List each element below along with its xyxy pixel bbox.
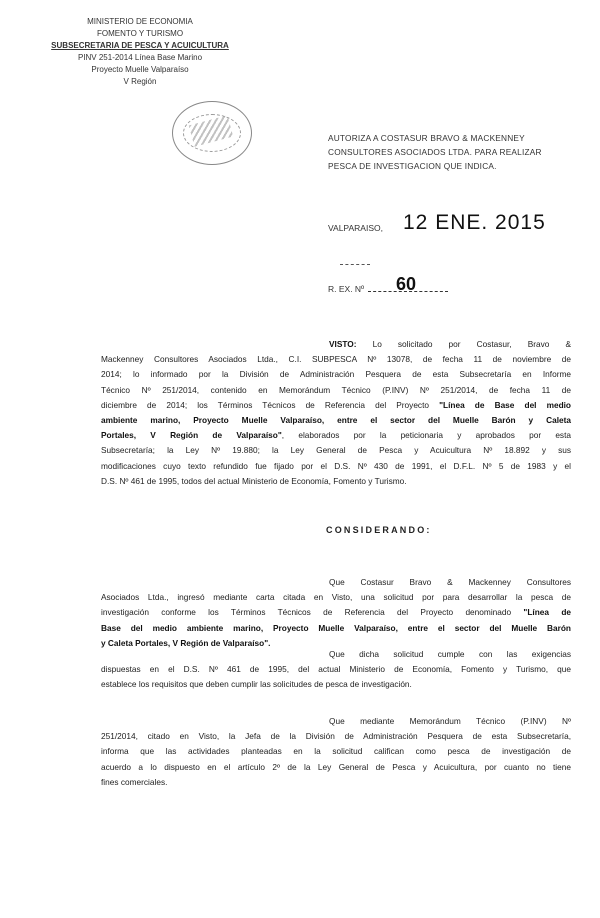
resolution-number: 60 [396,274,417,294]
resolution-dash [340,264,370,265]
subject-line: CONSULTORES ASOCIADOS LTDA. PARA REALIZAR [328,147,542,157]
visto-section [101,337,571,489]
paragraph-text: establece los requisitos que deben cumplir las solicitudes de pesca de investigación. [101,679,412,690]
project-name: "Línea de [523,607,572,618]
paragraph-text: investigación conforme los Términos Técnicos de Referencia del Proyecto denominado [101,607,512,618]
subsecretaria-line: SUBSECRETARIA DE PESCA Y ACUICULTURA [51,41,229,50]
resolution-label: R. EX. Nº [328,284,365,294]
paragraph-text: informa que las actividades planteadas en la solicitud califican como pesca de investigación de [101,746,571,757]
project-name: Portales, V Región de Valparaíso" [101,430,282,441]
paragraph-text: Asociados Ltda., ingresó mediante carta citada en Visto, una solicitud por para desarrollar la pesca de [101,592,571,603]
considerando-paragraph-3 [101,714,571,790]
project-name: ambiente marino, Proyecto Muelle Valparaíso, entre el sector del Muelle Barón y Caleta [101,415,571,426]
paragraph-text: dispuestas en el D.S. Nº 461 de 1995, del actual Ministerio de Economía, Fomento y Turismo, que [101,664,571,675]
ministry-line: MINISTERIO DE ECONOMIA [87,17,193,26]
subject-line: AUTORIZA A COSTASUR BRAVO & MACKENNEY [328,133,525,143]
visto-text: Mackenney Consultores Asociados Ltda., C.I. SUBPESCA Nº 13078, de fecha 11 de noviembre de [101,354,571,365]
project-name: "Línea de Base del medio [439,399,572,410]
visto-text: Lo solicitado por Costasur, Bravo & [372,339,571,349]
visto-text: modificaciones cuyo texto refundido fue fijado por el D.S. Nº 430 de 1991, el D.F.L. Nº 5 de 1983 y el [101,460,571,471]
paragraph-text: fines comerciales. [101,776,168,787]
official-stamp [172,101,252,165]
considerando-paragraph-1 [101,575,571,651]
resolution-subject [328,131,568,173]
visto-text: diciembre de 2014; los Términos Técnicos de Referencia del Proyecto [101,399,430,410]
paragraph-text: Que Costasur Bravo & Mackenney Consultores [329,577,571,587]
visto-text: D.S. Nº 461 de 1995, todos del actual Ministerio de Economía, Fomento y Turismo. [101,475,407,486]
paragraph-text: 251/2014, citado en Visto, la Jefa de la División de Administración Pesquera de esta Subsecretaría, [101,731,571,742]
ministry-subline: FOMENTO Y TURISMO [96,29,184,38]
considerando-heading: CONSIDERANDO: [326,525,432,535]
date-stamp: 12 ENE. 2015 [403,211,546,234]
subject-line: PESCA DE INVESTIGACION QUE INDICA. [328,161,497,171]
visto-text: , elaborados por la peticionaria y aprobados por esta [281,430,572,441]
reference-line: PINV 251-2014 Línea Base Marino [77,53,203,62]
letterhead [40,16,240,88]
visto-text: Subsecretaría; la Ley Nº 19.880; la Ley General de Pesca y Acuicultura Nº 18.892 y sus [101,445,571,456]
visto-text: 2014; lo informado por la División de Administración Pesquera de esta Subsecretaría en Informe [101,369,571,380]
considerando-paragraph-2 [101,647,571,693]
project-name: y Caleta Portales, V Región de Valparaíso". [101,637,271,648]
paragraph-text: acuerdo a lo dispuesto en el artículo 2º de la Ley General de Pesca y Acuicultura, por cuanto no tiene [101,761,571,772]
project-line: Proyecto Muelle Valparaíso [91,65,189,74]
paragraph-text: Que mediante Memorándum Técnico (P.INV) Nº [329,716,571,726]
visto-text: Técnico Nº 251/2014, contenido en Memorándum Técnico (P.INV) Nº 251/2014, de fecha 11 de [101,384,571,395]
project-name: Base del medio ambiente marino, Proyecto Muelle Valparaíso, entre el sector del Muelle Barón [101,622,571,633]
paragraph-text: Que dicha solicitud cumple con las exigencias [329,649,571,659]
region-line: V Región [123,77,157,86]
visto-label: VISTO: [329,339,357,349]
place-label: VALPARAISO, [328,223,383,233]
